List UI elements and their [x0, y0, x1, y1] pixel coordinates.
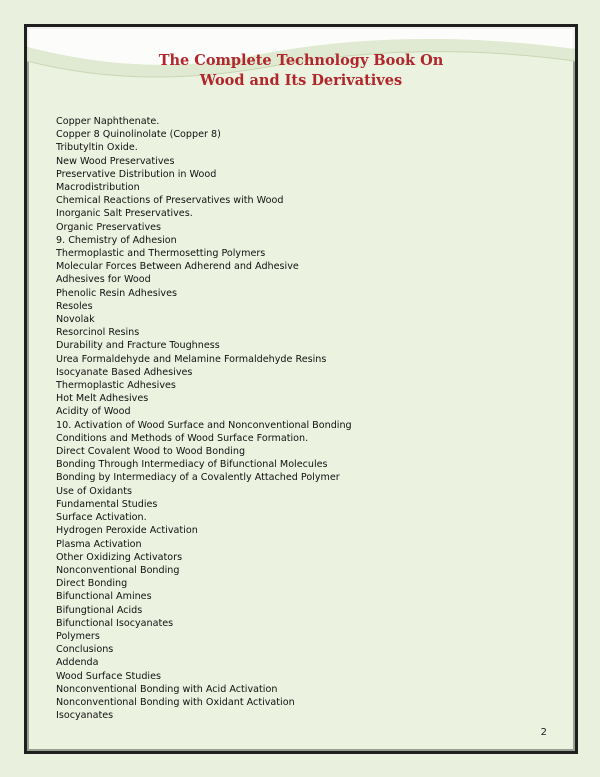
- toc-item: Thermoplastic Adhesives: [56, 380, 176, 392]
- toc-item: Nonconventional Bonding with Acid Activation: [56, 683, 278, 695]
- toc-item: Tributyltin Oxide.: [56, 142, 138, 154]
- toc-item: Use of Oxidants: [56, 485, 132, 497]
- toc-item: Organic Preservatives: [56, 221, 162, 233]
- toc-item: Bifungtional Acids: [56, 604, 143, 616]
- toc-item: Urea Formaldehyde and Melamine Formaldehyde Resins: [56, 353, 327, 365]
- toc-item: Polymers: [56, 630, 100, 642]
- toc-item: 9. Chemistry of Adhesion: [56, 234, 177, 246]
- title-line-1: The Complete Technology Book On: [158, 52, 444, 69]
- toc-item: Acidity of Wood: [56, 406, 131, 418]
- toc-item: Adhesives for Wood: [56, 274, 151, 286]
- page-frame: [24, 24, 578, 754]
- toc-item: Bonding Through Intermediacy of Bifunctional Molecules: [56, 459, 328, 471]
- toc-item: Inorganic Salt Preservatives.: [56, 208, 193, 220]
- toc-item: New Wood Preservatives: [56, 155, 175, 167]
- toc-item: Hydrogen Peroxide Activation: [56, 525, 198, 537]
- toc-item: Nonconventional Bonding: [56, 564, 180, 576]
- toc-item: Surface Activation.: [56, 512, 147, 524]
- toc-item: 10. Activation of Wood Surface and Nonconventional Bonding: [56, 419, 352, 431]
- toc-item: Conditions and Methods of Wood Surface Formation.: [56, 432, 309, 444]
- toc-item: Wood Surface Studies: [56, 670, 161, 682]
- toc-item: Isocyanate Based Adhesives: [56, 366, 193, 378]
- toc-item: Macrodistribution: [56, 182, 140, 194]
- toc-item: Novolak: [56, 314, 95, 326]
- toc-item: Other Oxidizing Activators: [56, 551, 183, 563]
- toc-item: Copper 8 Quinolinolate (Copper 8): [56, 129, 221, 141]
- toc-item: Conclusions: [56, 644, 114, 656]
- toc-item: Hot Melt Adhesives: [56, 393, 149, 405]
- toc-item: Resorcinol Resins: [56, 327, 140, 339]
- toc-item: Nonconventional Bonding with Oxidant Activation: [56, 696, 295, 708]
- page-number: 2: [540, 727, 547, 738]
- toc-item: Thermoplastic and Thermosetting Polymers: [56, 248, 266, 260]
- toc-item: Bifunctional Isocyanates: [56, 617, 174, 629]
- toc-item: Fundamental Studies: [56, 498, 158, 510]
- toc-list: [56, 115, 352, 722]
- toc-item: Direct Covalent Wood to Wood Bonding: [56, 446, 246, 458]
- toc-item: Direct Bonding: [56, 578, 128, 590]
- title-line-2: Wood and Its Derivatives: [199, 72, 403, 89]
- toc-item: Resoles: [56, 300, 93, 312]
- toc-item: Molecular Forces Between Adherend and Adhesive: [56, 261, 299, 273]
- toc-item: Durability and Fracture Toughness: [56, 340, 220, 352]
- toc-item: Bonding by Intermediacy of a Covalently Attached Polymer: [56, 472, 340, 484]
- toc-item: Preservative Distribution in Wood: [56, 168, 217, 180]
- toc-item: Plasma Activation: [56, 538, 142, 550]
- toc-item: Addenda: [56, 657, 99, 669]
- toc-item: Bifunctional Amines: [56, 591, 152, 603]
- toc-item: Phenolic Resin Adhesives: [56, 287, 178, 299]
- toc-item: Chemical Reactions of Preservatives with Wood: [56, 195, 284, 207]
- toc-item: Copper Naphthenate.: [56, 116, 160, 127]
- toc-item: Isocyanates: [56, 710, 114, 722]
- page-title: [27, 51, 575, 91]
